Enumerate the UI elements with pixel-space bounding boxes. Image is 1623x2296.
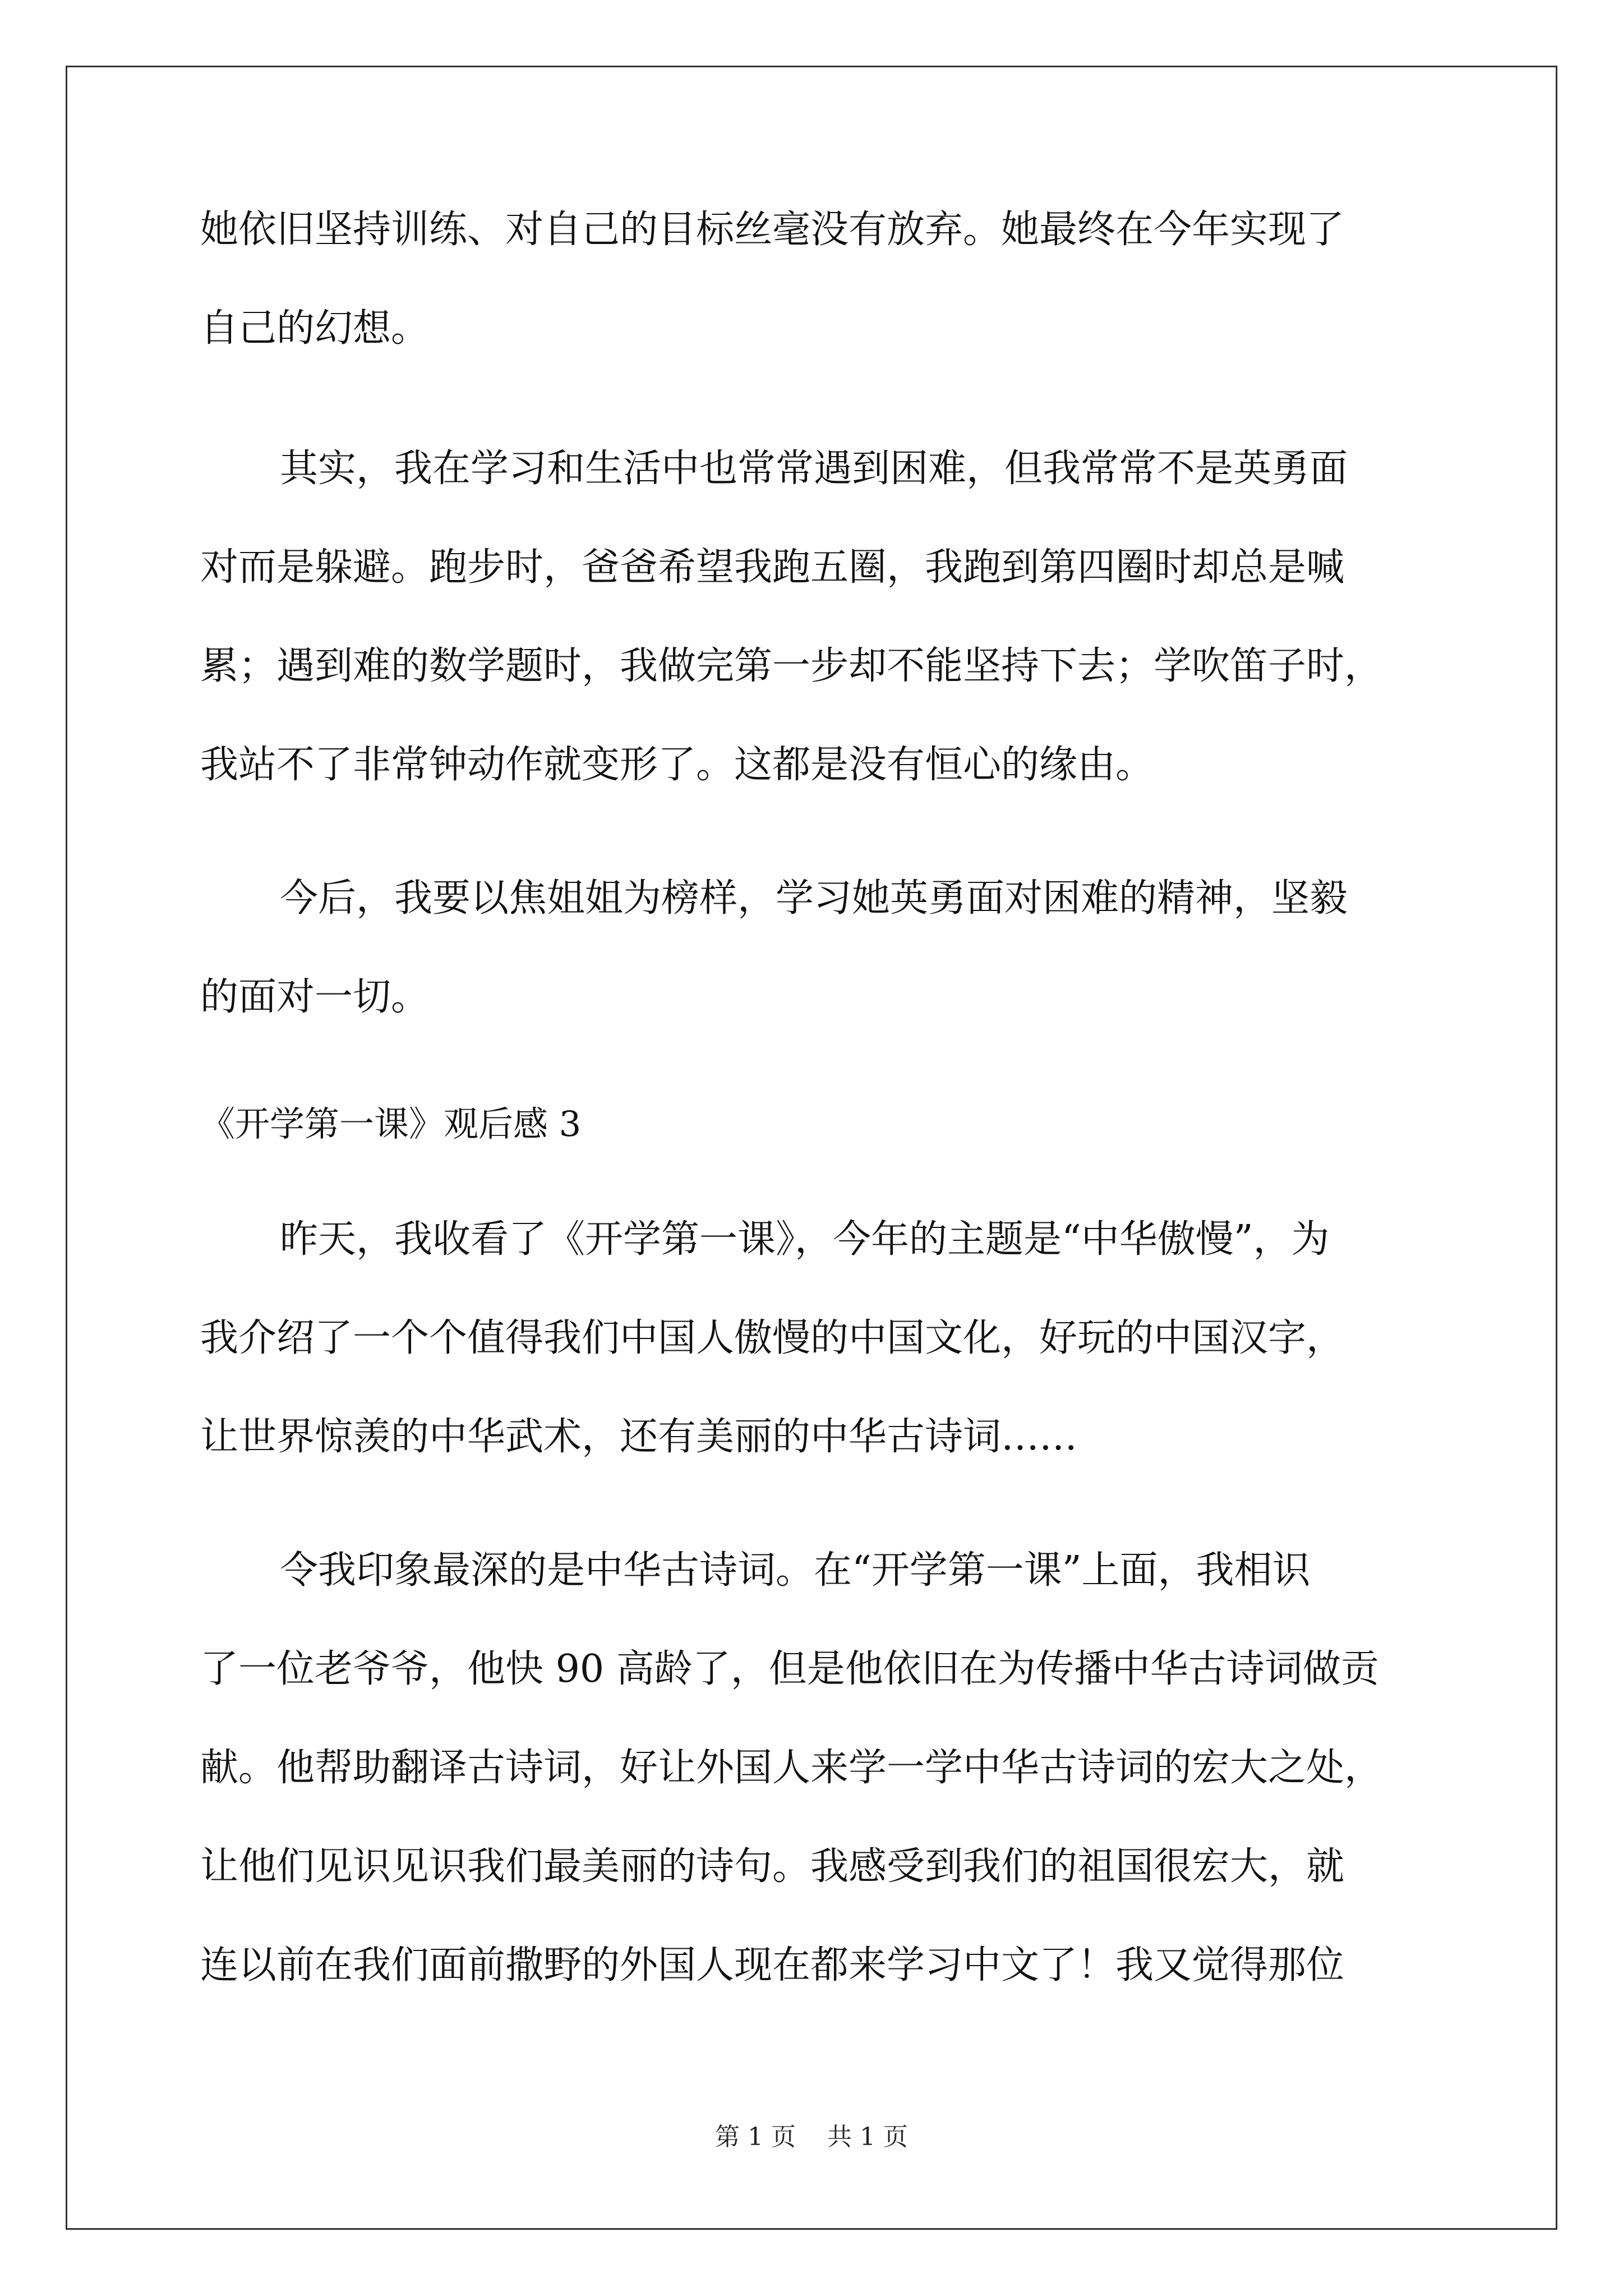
paragraph-line: 自己的幻想。: [200, 306, 430, 351]
paragraph-line: 献。他帮助翻译古诗词，好让外国人来学一学中华古诗词的宏大之处，: [200, 1746, 1383, 1790]
paragraph-line: 了一位老爷爷，他快 90 高龄了，但是他依旧在为传播中华古诗词做贡: [200, 1647, 1379, 1691]
paragraph-line: 今后，我要以焦姐姐为榜样，学习她英勇面对困难的精神，坚毅: [280, 876, 1348, 921]
page-total: 共 1 页: [827, 2123, 908, 2151]
paragraph-line: 对而是躲避。跑步时，爸爸希望我跑五圈，我跑到第四圈时却总是喊: [200, 545, 1345, 590]
paragraph-line: 昨天，我收看了《开学第一课》，今年的主题是“中华傲慢”，为: [280, 1217, 1330, 1262]
paragraph-line: 我站不了非常钟动作就变形了。这都是没有恒心的缘由。: [200, 743, 1154, 787]
paragraph-line: 令我印象最深的是中华古诗词。在“开学第一课”上面，我相识: [280, 1548, 1311, 1593]
paragraph-line: 她依旧坚持训练、对自己的目标丝毫没有放弃。她最终在今年实现了: [200, 208, 1345, 252]
paragraph-line: 让世界惊羡的中华武术，还有美丽的中华古诗词……: [200, 1415, 1078, 1459]
page-number: 第 1 页: [715, 2123, 796, 2151]
page-footer: [0, 2122, 1623, 2153]
paragraph-line: 其实，我在学习和生活中也常常遇到困难，但我常常不是英勇面: [280, 447, 1348, 491]
paragraph-line: 连以前在我们面前撒野的外国人现在都来学习中文了！我又觉得那位: [200, 1943, 1345, 1987]
section-heading: 《开学第一课》观后感 3: [200, 1103, 582, 1144]
paragraph-line: 累；遇到难的数学题时，我做完第一步却不能坚持下去；学吹笛子时，: [200, 644, 1383, 688]
page-frame: [66, 66, 1557, 2230]
paragraph-line: 我介绍了一个个值得我们中国人傲慢的中国文化，好玩的中国汉字，: [200, 1316, 1345, 1360]
paragraph-line: 的面对一切。: [200, 975, 430, 1019]
paragraph-line: 让他们见识见识我们最美丽的诗句。我感受到我们的祖国很宏大，就: [200, 1844, 1345, 1889]
